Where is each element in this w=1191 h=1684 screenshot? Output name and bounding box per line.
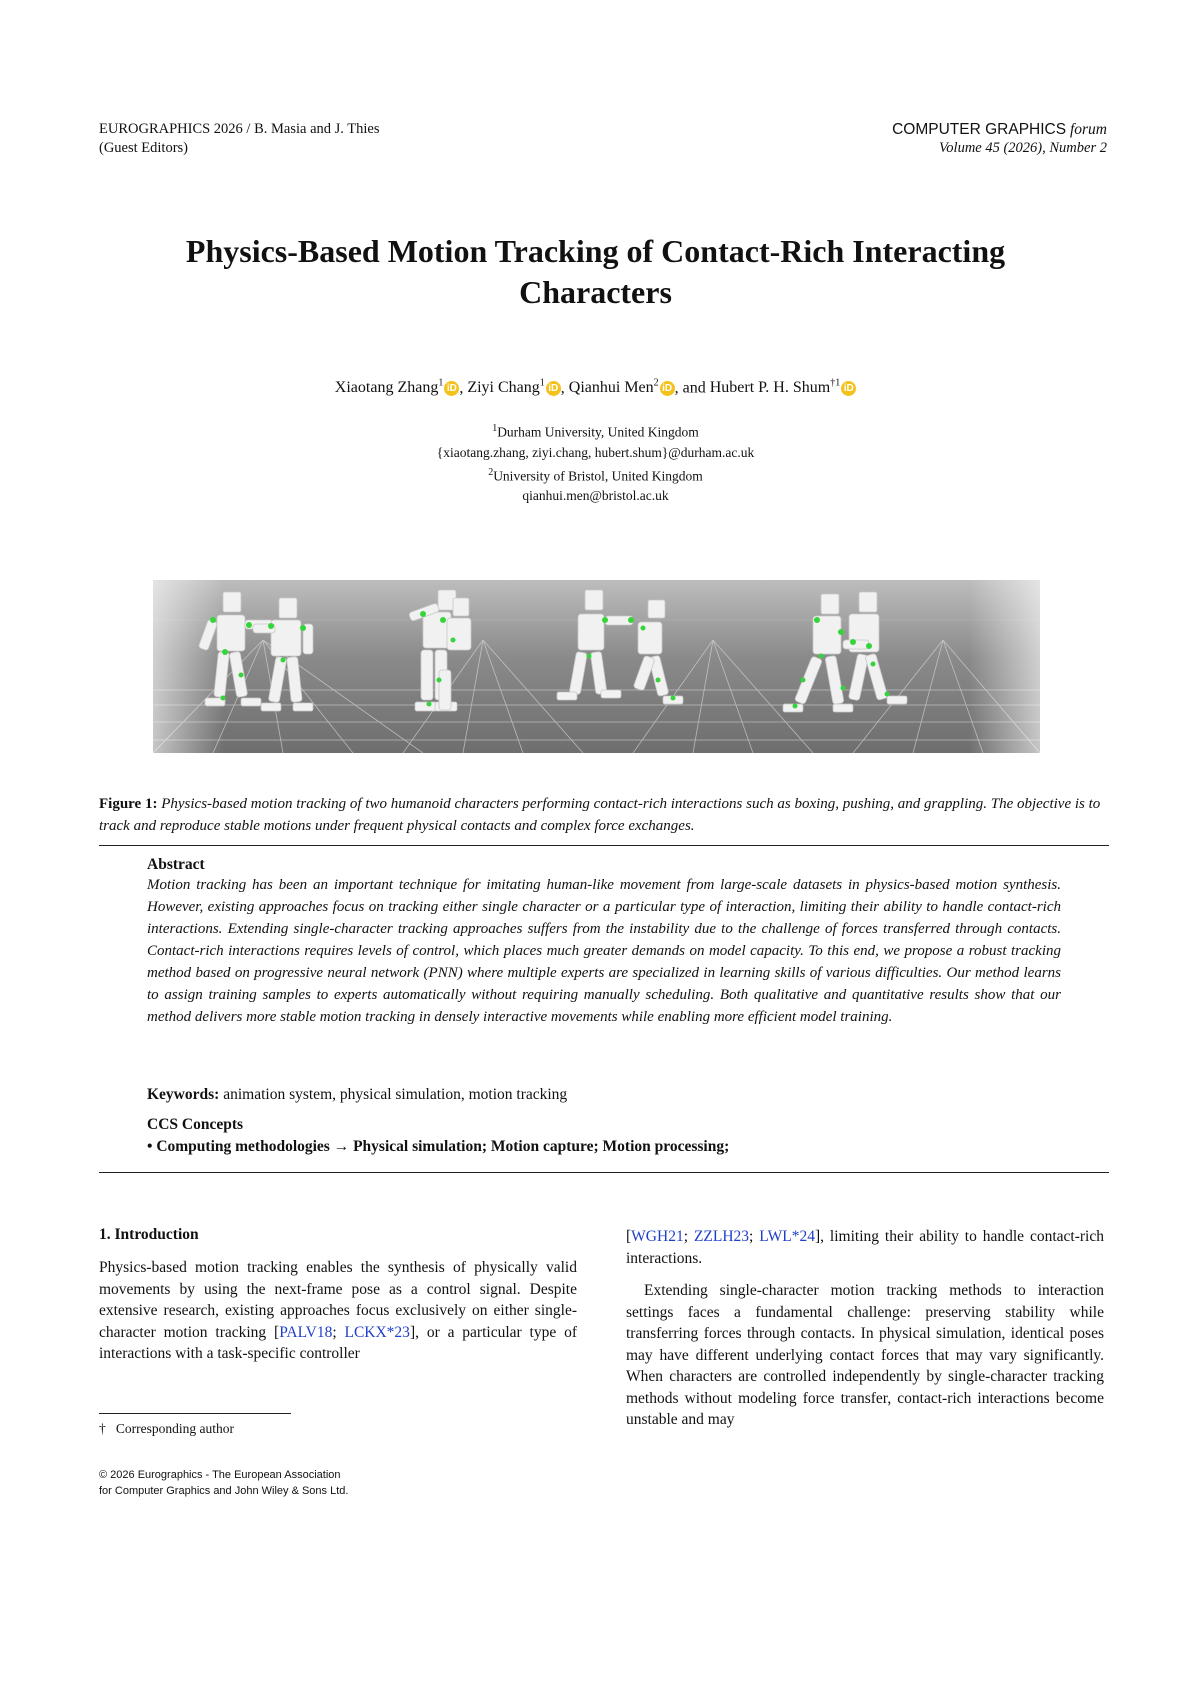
keywords: Keywords: animation system, physical simulation, motion tracking xyxy=(147,1086,568,1103)
divider xyxy=(99,1172,1109,1173)
intro-right-column xyxy=(626,1226,1104,1431)
ccs-heading: CCS Concepts xyxy=(147,1116,244,1133)
section-heading: 1. Introduction xyxy=(99,1226,199,1243)
author-list: Xiaotang Zhang$^1$ iD , Ziyi Chang$^1$ iD , Qianhui Men$^2$ iD , and Hubert P. H. Shum$^{\dagger 1}$ iD xyxy=(0,378,1191,397)
affiliation-2: $^2$University of Bristol, United Kingdom xyxy=(488,466,703,483)
ccs-line: • Computing methodologies → Physical simulation; Motion capture; Motion processing; xyxy=(147,1138,730,1155)
figure-caption xyxy=(99,793,1109,837)
footnote-rule xyxy=(99,1413,291,1414)
guest-editors-line: (Guest Editors) xyxy=(99,140,188,156)
figure-caption-text: Physics-based motion tracking of two humanoid characters performing contact-rich interactions such as boxing, pushing, and grappling. The objective is to track and reproduce stable motions under frequent physical contacts and complex force exchanges. xyxy=(99,796,1101,834)
divider xyxy=(99,845,1109,846)
orcid-icon[interactable]: iD xyxy=(546,381,561,396)
journal-header-left xyxy=(99,120,379,158)
author[interactable]: Xiaotang Zhang$^1$ xyxy=(334,378,444,397)
teaser-figure xyxy=(153,580,1040,753)
author[interactable]: Hubert P. H. Shum$^{\dagger 1}$ xyxy=(709,378,841,397)
intro-paragraph-2: Extending single-character motion tracking methods to interaction settings faces a fundamental challenge: preserving stability while transferring forces through contacts. In physical simulation, identical poses may have different underlying contact forces that may vary significantly. When characters are controlled independently by single-character tracking methods without modeling force transfer, contact-rich interactions become unstable and may xyxy=(626,1282,1104,1428)
conference-line: EUROGRAPHICS 2026 / B. Masia and J. Thies xyxy=(99,121,380,137)
orcid-icon[interactable]: iD xyxy=(841,381,856,396)
affiliations xyxy=(0,419,1191,506)
orcid-icon[interactable]: iD xyxy=(660,381,675,396)
citation-link[interactable]: ZZLH23 xyxy=(693,1228,750,1245)
intro-left-column xyxy=(99,1226,577,1365)
citation-link[interactable]: PALV18 xyxy=(279,1323,333,1341)
email-2[interactable]: qianhui.men@bristol.ac.uk xyxy=(522,488,669,503)
paper-title: Physics-Based Motion Tracking of Contact-Rich Interacting Characters xyxy=(185,233,1006,310)
abstract-heading: Abstract xyxy=(147,856,205,873)
author[interactable]: Qianhui Men$^2$ xyxy=(568,378,659,397)
copyright-notice: © 2026 Eurographics - The European Association for Computer Graphics and John Wiley & Sons Ltd. xyxy=(99,1469,349,1497)
journal-name-line: COMPUTER GRAPHICS forum xyxy=(892,121,1107,138)
citation-link[interactable]: WGH21 xyxy=(631,1228,684,1245)
footnote: † Corresponding author xyxy=(99,1421,234,1436)
intro-paragraph: Physics-based motion tracking enables the synthesis of physically valid movements by using the next-frame pose as a control signal. Despite extensive research, existing approaches focus exclusively on either single-character motion tracking [PALV18; LCKX*23], or a particular type of interactions with a task-specific controller xyxy=(99,1259,577,1362)
abstract-text: Motion tracking has been an important technique for imitating human-like movement from large-scale datasets in physics-based motion synthesis. However, existing approaches focus on tracking either single character or a particular type of interaction, limiting their ability to handle contact-rich interactions. Extending single-character tracking approaches suffers from the instability due to the challenge of forces transferred through contacts. Contact-rich interactions requires levels of control, which places much greater demands on model capacity. To this end, we propose a robust tracking method based on progressive neural network (PNN) where multiple experts are specialized in learning skills of various difficulties. Our method learns to assign training samples to experts automatically without requiring manually scheduling. Both qualitative and quantitative results show that our method delivers more stable motion tracking in densely interactive movements while enabling more efficient model training. xyxy=(147,877,1061,1025)
email-1[interactable]: {xiaotang.zhang, ziyi.chang, hubert.shum}@durham.ac.uk xyxy=(436,444,755,460)
volume-line: Volume 45 (2026), Number 2 xyxy=(939,140,1107,156)
figure-label: Figure 1: xyxy=(99,796,158,812)
citation-link[interactable]: LWL*24 xyxy=(759,1228,815,1245)
journal-header-right xyxy=(892,120,1107,158)
affiliation-1: $^1$Durham University, United Kingdom xyxy=(492,423,699,440)
abstract-section xyxy=(147,856,1061,1028)
author[interactable]: Ziyi Chang$^1$ xyxy=(467,378,545,397)
citation-link[interactable]: LCKX*23 xyxy=(344,1323,410,1341)
intro-paragraph-continued: [WGH21; ZZLH23; LWL*24], limiting their ability to handle contact-rich interactions. xyxy=(626,1228,1104,1267)
ccs-concepts xyxy=(147,1114,1061,1158)
orcid-icon[interactable]: iD xyxy=(444,381,459,396)
